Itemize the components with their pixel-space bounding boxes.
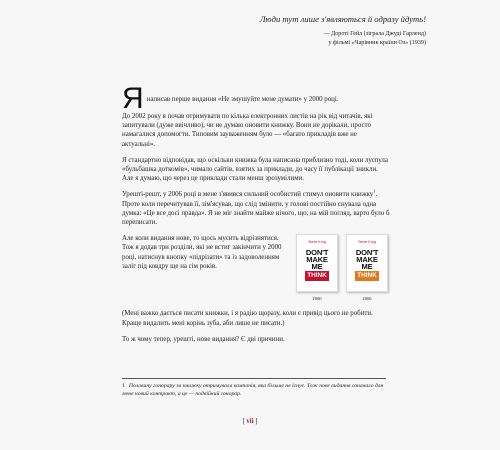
footnote-divider — [122, 378, 386, 379]
book-2006 — [346, 234, 388, 303]
book-year: 2006 — [362, 296, 372, 302]
book-title-line: ME — [361, 262, 373, 272]
epigraph — [126, 14, 426, 47]
figure-row — [122, 234, 390, 303]
book-title-line: DON'T — [305, 248, 329, 258]
footnote — [122, 382, 384, 398]
footnote-number: 1 — [122, 383, 125, 389]
footnote-text: Половину гонорару за книжку отримувала компанія, яка більше не існує. Тож нове видання означало для мене новий контракт, а це — подвійний гонорар. — [122, 383, 383, 397]
page-number — [0, 418, 500, 425]
page-number-value: vii — [246, 418, 254, 425]
main-text — [122, 82, 390, 351]
book-year: 2000 — [312, 296, 322, 302]
epigraph-quote: Люди тут лише з'являються й одразу йдуть! — [259, 14, 426, 24]
paragraph-5: Але коли видання нове, то щось мусить відрізнятися. Тож я додав три розділи, які не встиг закінчити у 2000 році, натиснув кнопку «підрізати» та із задоволенням заліг під ковдру ще на сім років. — [122, 235, 282, 270]
paragraph-7: То ж чому тепер, урешті, нове видання? Є дві причини. — [122, 335, 285, 343]
paragraph-4-text-a: Урешті-решт, у 2006 році в мене з'явився сильний особистий стимул оновити книжку — [122, 191, 374, 199]
page-bracket-open: [ — [242, 418, 245, 425]
paragraph-4-text-b: . Проте коли перечитував її, зім'ясував, що слід змінити, у голові постійно снувала одна думка: «Це все досі правда». Я не міг знайти майже нічого, що, на мій погляд, варто було б переписати. — [122, 191, 390, 227]
epigraph-source-line2: у фільмі «Чарівник країни Оз» (1939) — [328, 39, 426, 46]
book-author: Steve Krug — [358, 240, 376, 245]
book-2000 — [296, 234, 338, 303]
paragraph-1: написав перше видання «Не змушуйте мене думати» у 2000 році. — [146, 96, 339, 103]
book-title-line: DON'T — [355, 248, 379, 258]
book-title-line: MAKE — [306, 255, 328, 265]
book-title-line: MAKE — [356, 255, 378, 265]
footnote-ref[interactable]: 1 — [373, 189, 376, 195]
epigraph-source-line1: — Дороті Гейл (зіграла Джуді Гарленд) — [323, 31, 426, 37]
paragraph-2: До 2002 року я почав отримувати по кілька електронних листів на рік від читачів, які запитували (дуже ввічливо), чи не думаю оновити книжку. Вони не дорікали, просто намагалися допомогти. Типовим зауваженням було — «багато прикладів вже не актуальні». — [122, 113, 373, 148]
page-bracket-close: ] — [255, 418, 258, 425]
epigraph-source — [126, 30, 426, 47]
first-paragraph — [122, 82, 390, 115]
drop-cap: Я — [122, 82, 144, 115]
paragraph-3: Я стандартно відповідав, що оскільки книжка була написана приблизно тоді, коли лусnула «бульбашка доткомів», чимало сайтів, взятих за приклади, до часу її публікації зникли. Але я думаю, що через це приклади стали менш зрозумілими. — [122, 156, 388, 183]
book-title — [347, 249, 387, 270]
book-covers — [296, 234, 388, 303]
book-cover-image — [296, 234, 338, 292]
book-think-badge: THINK — [357, 272, 377, 280]
book-think-badge: THINK — [307, 272, 327, 280]
paragraph-4 — [122, 190, 390, 227]
book-title — [297, 249, 337, 270]
paragraph-6: (Мені важко дається писати книжки, і я радію щоразу, коли є привід цього не робити. Краще видалить мені корінь зуба, аби лише не писати.) — [122, 310, 373, 327]
book-cover-image — [346, 234, 388, 292]
book-title-line: ME — [311, 262, 323, 272]
book-author: Steve Krug — [308, 240, 326, 245]
paragraph-5-wrap — [122, 234, 290, 271]
